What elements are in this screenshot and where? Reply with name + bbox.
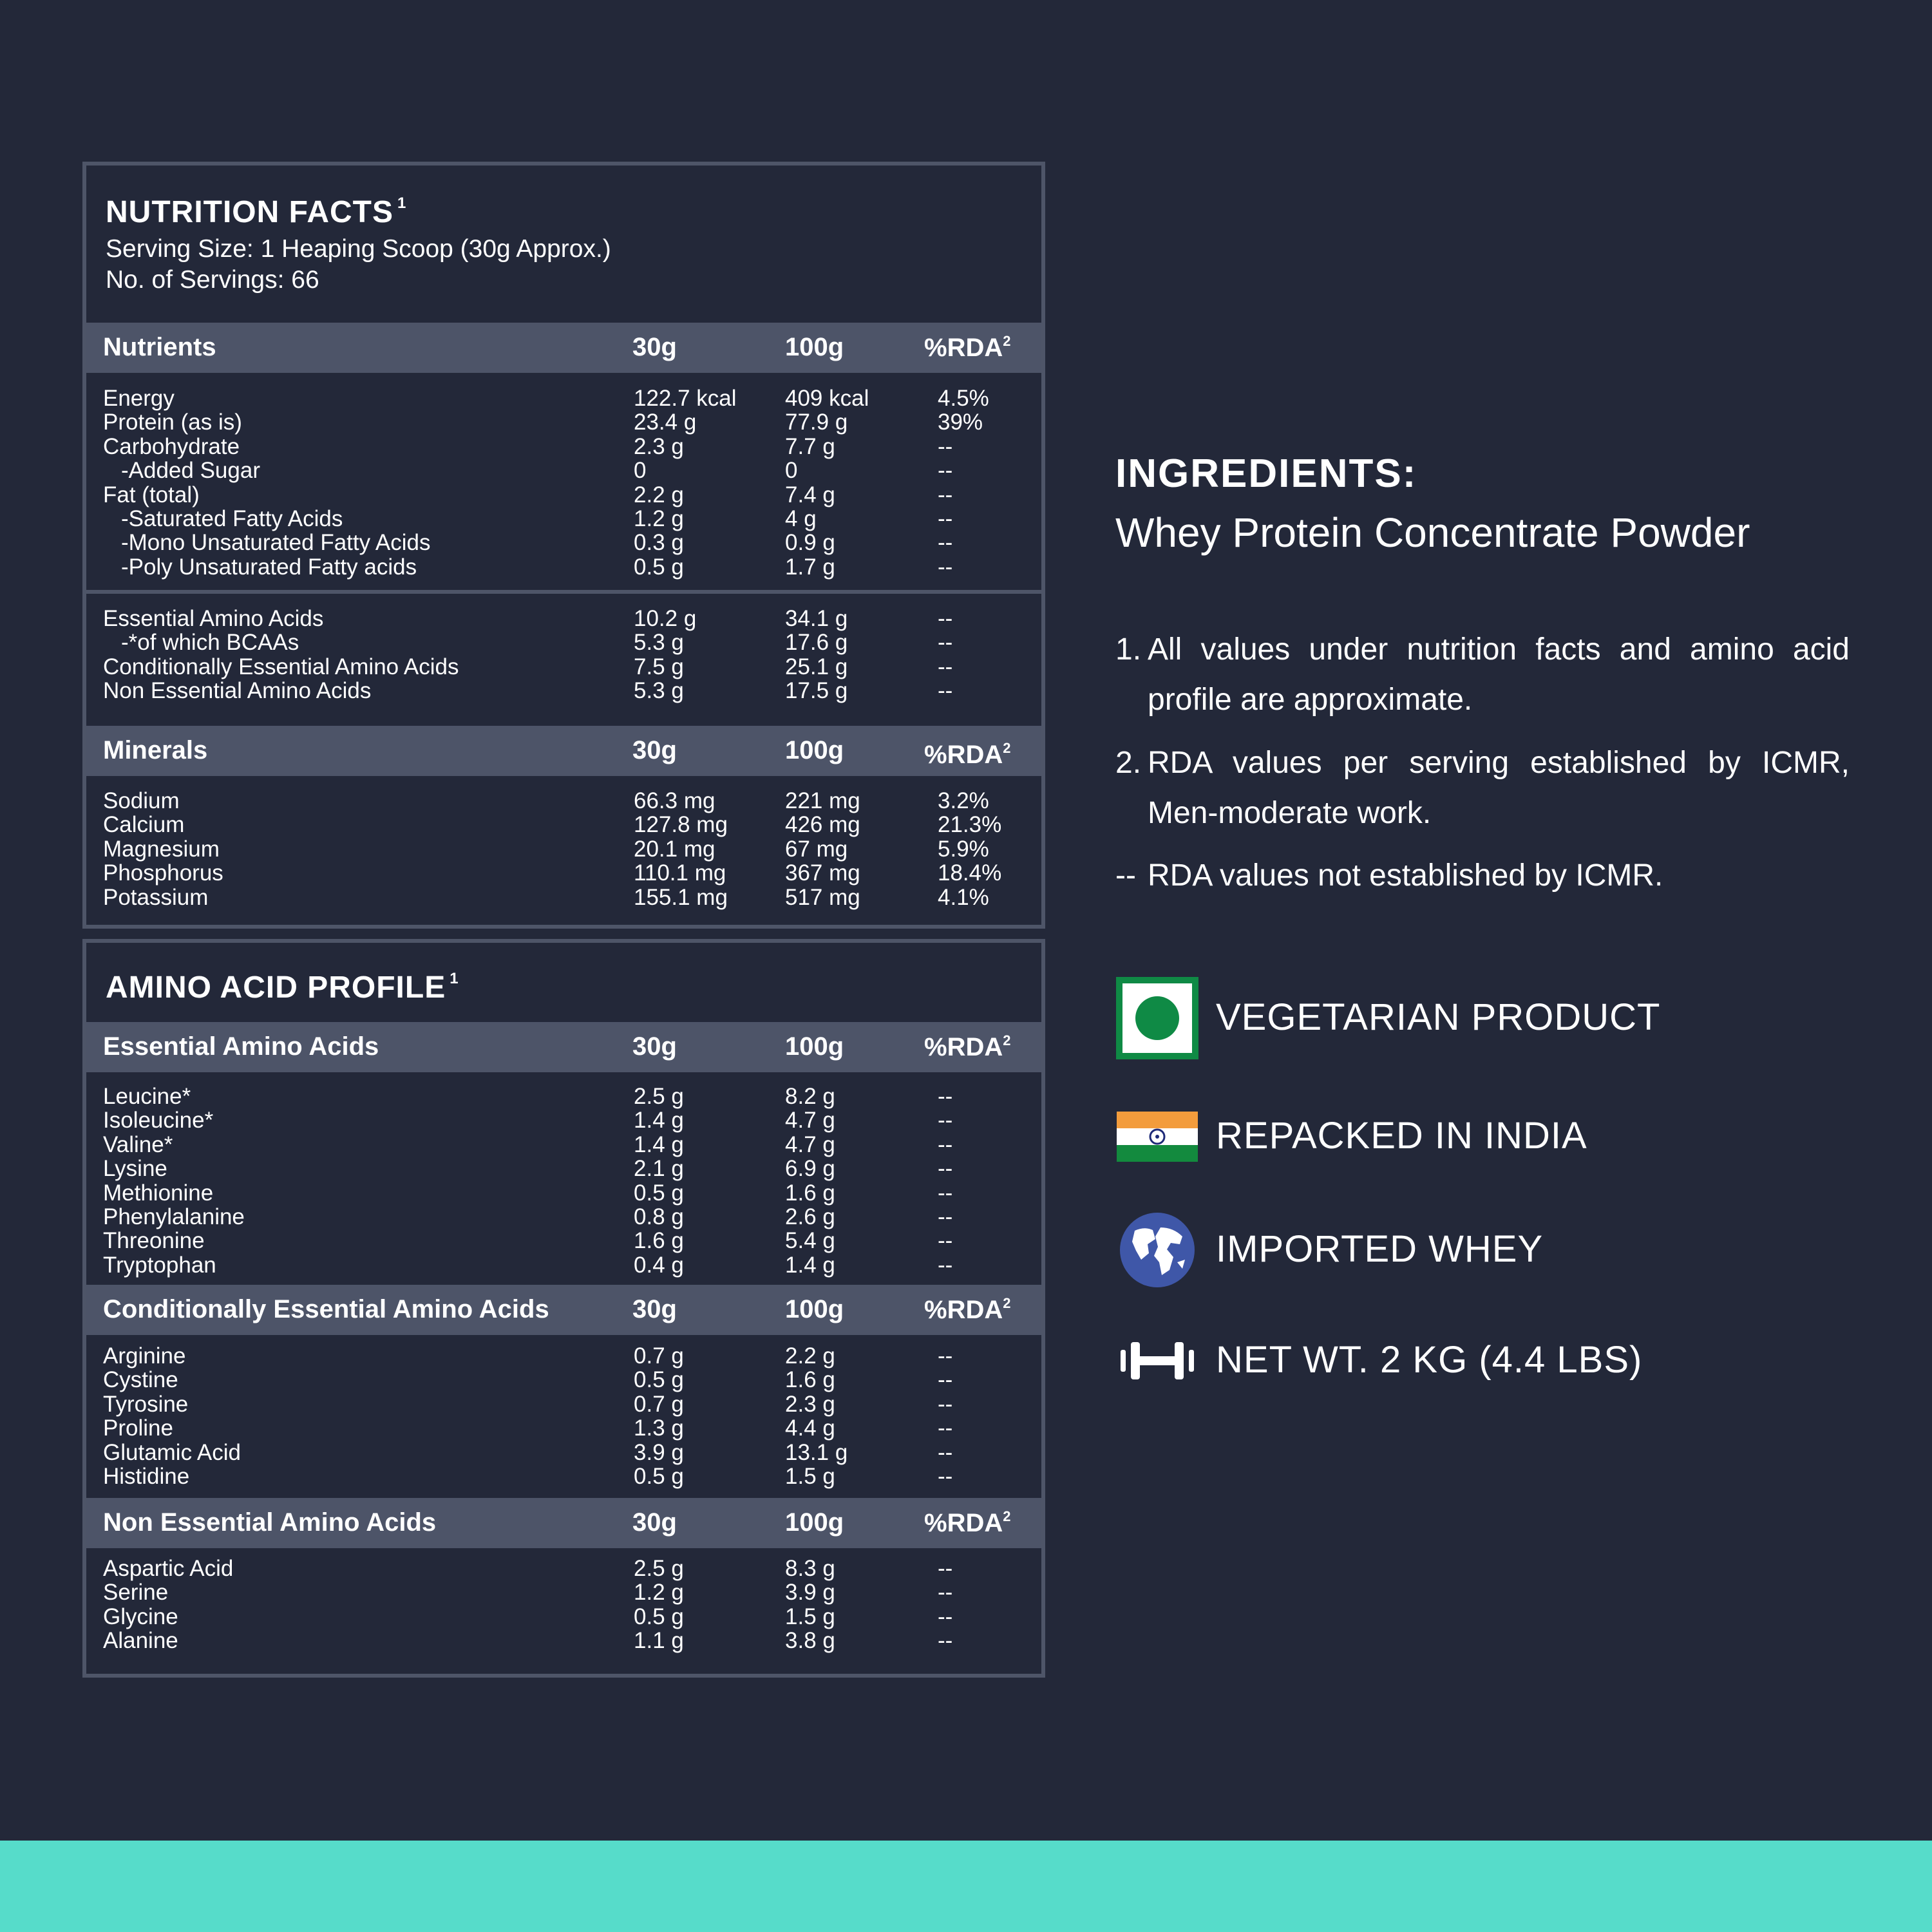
value-30g: 1.6 g xyxy=(634,1228,684,1254)
value-100g: 1.6 g xyxy=(785,1367,835,1393)
value-30g: 122.7 kcal xyxy=(634,386,737,411)
row-label: -Added Sugar xyxy=(121,458,260,484)
value-rda: -- xyxy=(938,433,953,459)
table-row xyxy=(86,1084,1041,1108)
veg-mark-icon xyxy=(1115,976,1199,1060)
value-rda: -- xyxy=(938,1628,953,1654)
footnote-1: 1. All values under nutrition facts and amino acid profile are approximate. xyxy=(1115,632,1850,717)
value-rda: -- xyxy=(938,654,953,679)
value-rda: -- xyxy=(938,1084,953,1109)
value-30g: 2.5 g xyxy=(634,1556,684,1581)
value-rda: -- xyxy=(938,506,953,531)
value-rda: -- xyxy=(938,678,953,704)
table-row xyxy=(86,861,1041,885)
row-label: Essential Amino Acids xyxy=(103,606,324,631)
row-label: Protein (as is) xyxy=(103,410,242,435)
table-row xyxy=(86,1133,1041,1157)
value-30g: 0.5 g xyxy=(634,1604,684,1629)
row-label: -Mono Unsaturated Fatty Acids xyxy=(121,530,431,556)
value-rda: -- xyxy=(938,1556,953,1581)
value-rda: -- xyxy=(938,1108,953,1133)
essential-header-bar: Essential Amino Acids 30g 100g %RDA$^2$ xyxy=(86,1022,1041,1072)
value-rda: -- xyxy=(938,606,953,631)
badge-net-weight xyxy=(1115,1319,1888,1403)
value-rda: -- xyxy=(938,1228,953,1254)
value-30g: 1.3 g xyxy=(634,1416,684,1441)
row-label: Histidine xyxy=(103,1463,190,1489)
value-rda: -- xyxy=(938,1580,953,1605)
table-row xyxy=(86,1441,1041,1464)
table-row xyxy=(86,1368,1041,1392)
footnote-3: -- RDA values not established by ICMR. xyxy=(1115,858,1663,893)
value-rda: -- xyxy=(938,1367,953,1393)
value-rda: -- xyxy=(938,1156,953,1182)
table-row xyxy=(86,813,1041,837)
value-rda: -- xyxy=(938,1252,953,1278)
row-label: Calcium xyxy=(103,812,185,838)
table-row xyxy=(86,1253,1041,1277)
value-100g: 2.6 g xyxy=(785,1204,835,1229)
nutrition-facts-title: NUTRITION FACTS $^1$ xyxy=(106,194,407,229)
table-row xyxy=(86,483,1041,507)
row-label: -*of which BCAAs xyxy=(121,630,299,656)
footnote-2: 2. RDA values per serving established by ICMR, Men-moderate work. xyxy=(1115,746,1850,830)
table-row xyxy=(86,1557,1041,1580)
row-label: Carbohydrate xyxy=(103,433,240,459)
table-row xyxy=(86,789,1041,813)
amino-profile-title: AMINO ACID PROFILE $^1$ xyxy=(106,970,459,1005)
value-100g: 1.4 g xyxy=(785,1252,835,1278)
value-100g: 367 mg xyxy=(785,860,860,886)
value-30g: 1.2 g xyxy=(634,506,684,531)
row-label: Sodium xyxy=(103,788,180,813)
badge-label: VEGETARIAN PRODUCT xyxy=(1216,996,1661,1038)
row-label: Tyrosine xyxy=(103,1391,189,1417)
value-rda: -- xyxy=(938,530,953,556)
table-row xyxy=(86,679,1041,703)
value-100g: 1.5 g xyxy=(785,1463,835,1489)
value-100g: 517 mg xyxy=(785,884,860,910)
row-label: Non Essential Amino Acids xyxy=(103,678,372,704)
value-rda: -- xyxy=(938,630,953,656)
row-label: Aspartic Acid xyxy=(103,1556,234,1581)
value-100g: 5.4 g xyxy=(785,1228,835,1254)
value-rda: -- xyxy=(938,1204,953,1229)
value-30g: 2.3 g xyxy=(634,433,684,459)
row-label: -Poly Unsaturated Fatty acids xyxy=(121,554,417,580)
value-30g: 0 xyxy=(634,458,647,484)
amino-summary-table xyxy=(86,607,1041,703)
value-30g: 0.4 g xyxy=(634,1252,684,1278)
value-30g: 1.4 g xyxy=(634,1108,684,1133)
nutrition-facts-header xyxy=(106,194,611,294)
value-30g: 2.1 g xyxy=(634,1156,684,1182)
table-row xyxy=(86,459,1041,482)
table-row xyxy=(86,386,1041,410)
value-30g: 0.7 g xyxy=(634,1391,684,1417)
value-100g: 4.4 g xyxy=(785,1416,835,1441)
nutrients-header-bar: Nutrients 30g 100g %RDA$^2$ xyxy=(86,323,1041,373)
ingredients-text: Whey Protein Concentrate Powder xyxy=(1115,509,1750,556)
value-30g: 2.2 g xyxy=(634,482,684,507)
badge-label: REPACKED IN INDIA xyxy=(1216,1115,1587,1157)
value-100g: 25.1 g xyxy=(785,654,848,679)
row-label: Proline xyxy=(103,1416,173,1441)
value-rda: 18.4% xyxy=(938,860,1002,886)
dumbbell-icon xyxy=(1115,1319,1199,1403)
table-row xyxy=(86,507,1041,531)
table-row xyxy=(86,555,1041,579)
serving-size: Serving Size: 1 Heaping Scoop (30g Approx.) xyxy=(106,235,611,263)
value-100g: 1.5 g xyxy=(785,1604,835,1629)
servings-count: No. of Servings: 66 xyxy=(106,266,319,294)
value-100g: 7.4 g xyxy=(785,482,835,507)
row-label: Threonine xyxy=(103,1228,205,1254)
value-30g: 5.3 g xyxy=(634,678,684,704)
value-30g: 127.8 mg xyxy=(634,812,728,838)
row-label: Glutamic Acid xyxy=(103,1439,241,1465)
table-row xyxy=(86,1464,1041,1488)
value-rda: -- xyxy=(938,1604,953,1629)
value-rda: 39% xyxy=(938,410,983,435)
table-row xyxy=(86,607,1041,630)
table-row xyxy=(86,1181,1041,1205)
table-row xyxy=(86,531,1041,554)
badge-india xyxy=(1115,1095,1888,1179)
conditional-header-bar: Conditionally Essential Amino Acids 30g 100g %RDA$^2$ xyxy=(86,1285,1041,1335)
non-essential-header-bar: Non Essential Amino Acids 30g 100g %RDA$^2$ xyxy=(86,1498,1041,1548)
conditional-amino-table xyxy=(86,1344,1041,1488)
value-30g: 155.1 mg xyxy=(634,884,728,910)
row-label: Cystine xyxy=(103,1367,178,1393)
value-rda: -- xyxy=(938,482,953,507)
value-100g: 17.5 g xyxy=(785,678,848,704)
value-rda: 3.2% xyxy=(938,788,989,813)
badge-label: NET WT. 2 KG (4.4 LBS) xyxy=(1216,1339,1643,1381)
table-row xyxy=(86,1108,1041,1132)
table-row xyxy=(86,655,1041,679)
table-row xyxy=(86,837,1041,861)
value-rda: -- xyxy=(938,1416,953,1441)
value-rda: 4.5% xyxy=(938,386,989,411)
table-row xyxy=(86,1344,1041,1368)
badge-label: IMPORTED WHEY xyxy=(1216,1228,1544,1270)
value-100g: 4.7 g xyxy=(785,1108,835,1133)
row-label: Potassium xyxy=(103,884,209,910)
row-label: Fat (total) xyxy=(103,482,200,507)
nutrition-facts-panel xyxy=(82,162,1045,929)
value-100g: 2.2 g xyxy=(785,1343,835,1368)
value-30g: 0.5 g xyxy=(634,1180,684,1206)
row-label: Leucine* xyxy=(103,1084,191,1109)
value-100g: 6.9 g xyxy=(785,1156,835,1182)
table-row xyxy=(86,1416,1041,1440)
table-row xyxy=(86,1392,1041,1416)
table-row xyxy=(86,630,1041,654)
value-rda: -- xyxy=(938,1132,953,1157)
value-100g: 3.9 g xyxy=(785,1580,835,1605)
value-rda: -- xyxy=(938,1463,953,1489)
value-100g: 221 mg xyxy=(785,788,860,813)
row-label: Magnesium xyxy=(103,836,220,862)
footer-band xyxy=(0,1841,1932,1932)
ingredients-title: INGREDIENTS: xyxy=(1115,451,1417,496)
value-100g: 77.9 g xyxy=(785,410,848,435)
value-rda: -- xyxy=(938,1343,953,1368)
value-100g: 1.7 g xyxy=(785,554,835,580)
row-label: Glycine xyxy=(103,1604,178,1629)
value-30g: 5.3 g xyxy=(634,630,684,656)
value-rda: -- xyxy=(938,554,953,580)
row-label: Lysine xyxy=(103,1156,167,1182)
value-30g: 7.5 g xyxy=(634,654,684,679)
row-label: Serine xyxy=(103,1580,169,1605)
value-100g: 4.7 g xyxy=(785,1132,835,1157)
india-flag-icon xyxy=(1115,1095,1199,1179)
row-label: -Saturated Fatty Acids xyxy=(121,506,343,531)
row-label: Valine* xyxy=(103,1132,173,1157)
value-30g: 1.1 g xyxy=(634,1628,684,1654)
value-100g: 8.3 g xyxy=(785,1556,835,1581)
amino-profile-header xyxy=(106,970,459,1005)
value-30g: 0.7 g xyxy=(634,1343,684,1368)
value-30g: 0.8 g xyxy=(634,1204,684,1229)
value-rda: -- xyxy=(938,1439,953,1465)
table-row xyxy=(86,410,1041,434)
essential-amino-table xyxy=(86,1084,1041,1277)
value-100g: 3.8 g xyxy=(785,1628,835,1654)
value-30g: 66.3 mg xyxy=(634,788,715,813)
row-label: Phosphorus xyxy=(103,860,223,886)
row-label: Isoleucine* xyxy=(103,1108,214,1133)
value-rda: -- xyxy=(938,458,953,484)
table-row xyxy=(86,1157,1041,1180)
table-row xyxy=(86,1629,1041,1653)
minerals-table xyxy=(86,789,1041,909)
value-30g: 0.5 g xyxy=(634,1463,684,1489)
value-30g: 1.4 g xyxy=(634,1132,684,1157)
table-row xyxy=(86,435,1041,459)
row-label: Conditionally Essential Amino Acids xyxy=(103,654,459,679)
value-100g: 17.6 g xyxy=(785,630,848,656)
value-30g: 0.5 g xyxy=(634,1367,684,1393)
globe-icon xyxy=(1115,1208,1199,1292)
minerals-header-bar: Minerals 30g 100g %RDA$^2$ xyxy=(86,726,1041,776)
value-100g: 67 mg xyxy=(785,836,848,862)
value-rda: 4.1% xyxy=(938,884,989,910)
table-row xyxy=(86,1605,1041,1629)
badge-imported xyxy=(1115,1208,1888,1292)
table-row xyxy=(86,1229,1041,1253)
non-essential-amino-table xyxy=(86,1557,1041,1653)
nutrients-table xyxy=(86,386,1041,579)
value-100g: 34.1 g xyxy=(785,606,848,631)
value-100g: 409 kcal xyxy=(785,386,869,411)
value-rda: -- xyxy=(938,1391,953,1417)
value-30g: 3.9 g xyxy=(634,1439,684,1465)
row-label: Tryptophan xyxy=(103,1252,216,1278)
table-row xyxy=(86,886,1041,909)
value-30g: 0.5 g xyxy=(634,554,684,580)
value-30g: 1.2 g xyxy=(634,1580,684,1605)
value-100g: 8.2 g xyxy=(785,1084,835,1109)
value-100g: 13.1 g xyxy=(785,1439,848,1465)
value-100g: 426 mg xyxy=(785,812,860,838)
value-100g: 4 g xyxy=(785,506,817,531)
value-rda: 21.3% xyxy=(938,812,1002,838)
value-100g: 1.6 g xyxy=(785,1180,835,1206)
row-label: Arginine xyxy=(103,1343,186,1368)
row-label: Methionine xyxy=(103,1180,214,1206)
value-30g: 23.4 g xyxy=(634,410,697,435)
row-label: Phenylalanine xyxy=(103,1204,245,1229)
table-row xyxy=(86,1580,1041,1604)
value-100g: 7.7 g xyxy=(785,433,835,459)
section-divider xyxy=(86,590,1041,594)
value-rda: 5.9% xyxy=(938,836,989,862)
value-100g: 2.3 g xyxy=(785,1391,835,1417)
value-100g: 0 xyxy=(785,458,798,484)
value-30g: 2.5 g xyxy=(634,1084,684,1109)
table-row xyxy=(86,1205,1041,1229)
badge-vegetarian xyxy=(1115,976,1888,1060)
row-label: Energy xyxy=(103,386,175,411)
row-label: Alanine xyxy=(103,1628,178,1654)
amino-acid-profile-panel xyxy=(82,939,1045,1678)
value-rda: -- xyxy=(938,1180,953,1206)
value-100g: 0.9 g xyxy=(785,530,835,556)
value-30g: 20.1 mg xyxy=(634,836,715,862)
value-30g: 110.1 mg xyxy=(634,860,726,886)
value-30g: 10.2 g xyxy=(634,606,697,631)
value-30g: 0.3 g xyxy=(634,530,684,556)
